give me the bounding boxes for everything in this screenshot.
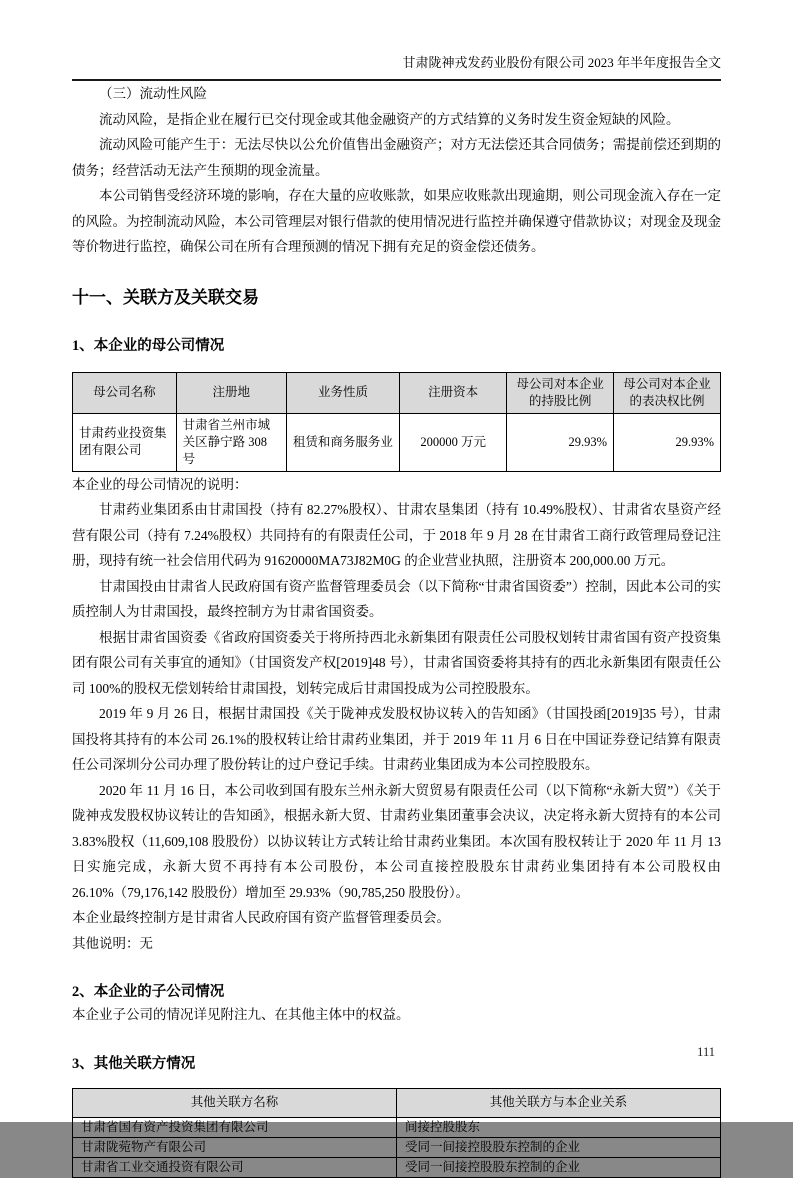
other-note: 其他说明：无 [72, 935, 153, 951]
related-party-name: 甘肃省工业交通投资有限公司 [73, 1157, 397, 1177]
page-number: 111 [697, 1045, 715, 1059]
page-content [72, 81, 721, 1178]
subsection-heading-parent-company: 1、本企业的母公司情况 [72, 337, 225, 354]
section-heading-related-parties: 十一、关联方及关联交易 [72, 287, 259, 307]
parent-company-paragraph: 甘肃国投由甘肃省人民政府国有资产监督管理委员会（以下简称“甘肃省国资委”）控制，因此本公司的实质控制人为甘肃国投，最终控制方为甘肃省国资委。 [72, 578, 721, 619]
liquidity-paragraph: 流动风险可能产生于：无法尽快以公允价值售出金融资产；对方无法偿还其合同债务；需提前偿还到期的债务；经营活动无法产生预期的现金流量。 [72, 137, 721, 178]
column-header: 注册地 [176, 372, 286, 413]
registered-capital: 200000 万元 [400, 413, 507, 471]
liquidity-paragraph: 流动风险，是指企业在履行已交付现金或其他金融资产的方式结算的义务时发生资金短缺的风险。 [99, 111, 680, 127]
parent-company-table [72, 372, 721, 472]
related-party-name: 甘肃陇菀物产有限公司 [73, 1137, 397, 1157]
final-controller-statement: 本企业最终控制方是甘肃省人民政府国有资产监督管理委员会。 [72, 910, 450, 925]
table-row [73, 1117, 721, 1137]
column-header: 母公司名称 [73, 372, 177, 413]
column-header: 其他关联方名称 [73, 1088, 397, 1117]
column-header: 母公司对本企业的持股比例 [507, 372, 614, 413]
page-header [72, 54, 721, 81]
table-row [73, 1137, 721, 1157]
liquidity-risk-heading: （三）流动性风险 [99, 86, 207, 101]
other-related-parties-table [72, 1088, 721, 1178]
table-row [73, 413, 721, 471]
subsection-heading-other-related-parties: 3、其他关联方情况 [72, 1055, 196, 1072]
parent-company-name: 甘肃药业投资集团有限公司 [73, 413, 177, 471]
parent-company-paragraph: 2019 年 9 月 26 日，根据甘肃国投《关于陇神戎发股权协议转入的告知函》（甘国投函[2019]35 号），甘肃国投将其持有的本公司 26.1%的股权转让给甘肃药业集团，并于 2019 年 11 月 6 日在中国证券登记结算有限责任公司深圳分公司办理了股份转让的过户登记手续。甘肃药业集团成为本公司控股股东。 [72, 706, 721, 772]
related-party-relation: 受同一间接控股股东控制的企业 [397, 1157, 721, 1177]
table-header-row [73, 1088, 721, 1117]
column-header: 母公司对本企业的表决权比例 [614, 372, 721, 413]
registered-address: 甘肃省兰州市城关区静宁路 308 号 [176, 413, 286, 471]
column-header: 其他关联方与本企业关系 [397, 1088, 721, 1117]
related-party-relation: 受同一间接控股股东控制的企业 [397, 1137, 721, 1157]
parent-company-paragraph: 2020 年 11 月 16 日，本公司收到国有股东兰州永新大贸贸易有限责任公司（以下简称“永新大贸”）《关于陇神戎发股权协议转让的告知函》，根据永新大贸、甘肃药业集团董事会决议，决定将永新大贸持有的本公司 3.83%股权（11,609,108 股股份）以协议转让方式转让给甘肃药业集团。本次国有股权转让于 2020 年 11 月 13 日实施完成，永新大贸不再持有本公司股份，本公司直接控股股东甘肃药业集团持有本公司股权由 26.10%（79,176,142 股股份）增加至 29.93%（90,785,250 股股份）。 [72, 782, 721, 900]
related-party-name: 甘肃省国有资产投资集团有限公司 [73, 1117, 397, 1137]
table-row [73, 1157, 721, 1177]
parent-company-paragraph: 根据甘肃省国资委《省政府国资委关于将所持西北永新集团有限责任公司股权划转甘肃省国有资产投资集团有限公司有关事宜的通知》（甘国资发产权[2019]48 号），甘肃省国资委将其持有的西北永新集团有限责任公司 100%的股权无偿划转给甘肃国投，划转完成后甘肃国投成为公司控股股东。 [72, 629, 721, 696]
column-header: 注册资本 [400, 372, 507, 413]
subsidiaries-reference-text: 本企业子公司的情况详见附注九、在其他主体中的权益。 [72, 1007, 410, 1022]
related-party-relation: 间接控股股东 [397, 1117, 721, 1137]
table-header-row [73, 372, 721, 413]
column-header: 业务性质 [286, 372, 399, 413]
voting-rights-ratio: 29.93% [614, 413, 721, 471]
parent-company-note-label: 本企业的母公司情况的说明： [72, 476, 248, 492]
subsection-heading-subsidiaries: 2、本企业的子公司情况 [72, 984, 225, 1000]
liquidity-paragraph: 本公司销售受经济环境的影响，存在大量的应收账款，如果应收账款出现逾期，则公司现金流入存在一定的风险。为控制流动风险，本公司管理层对银行借款的使用情况进行监控并确保遵守借款协议；对现金及现金等价物进行监控，确保公司在所有合理预测的情况下拥有充足的资金偿还债务。 [72, 188, 721, 254]
shareholding-ratio: 29.93% [507, 413, 614, 471]
document-title: 甘肃陇神戎发药业股份有限公司 2023 年半年度报告全文 [402, 55, 721, 70]
business-nature: 租赁和商务服务业 [286, 413, 399, 471]
parent-company-paragraph: 甘肃药业集团系由甘肃国投（持有 82.27%股权）、甘肃农垦集团（持有 10.49%股权）、甘肃省农垦资产经营有限公司（持有 7.24%股权）共同持有的有限责任公司，于 2018 年 9 月 28 在甘肃省工商行政管理局登记注册，现持有统一社会信用代码为 91620000MA73J82M0G 的企业营业执照，注册资本 200,000.00 万元。 [72, 502, 721, 568]
